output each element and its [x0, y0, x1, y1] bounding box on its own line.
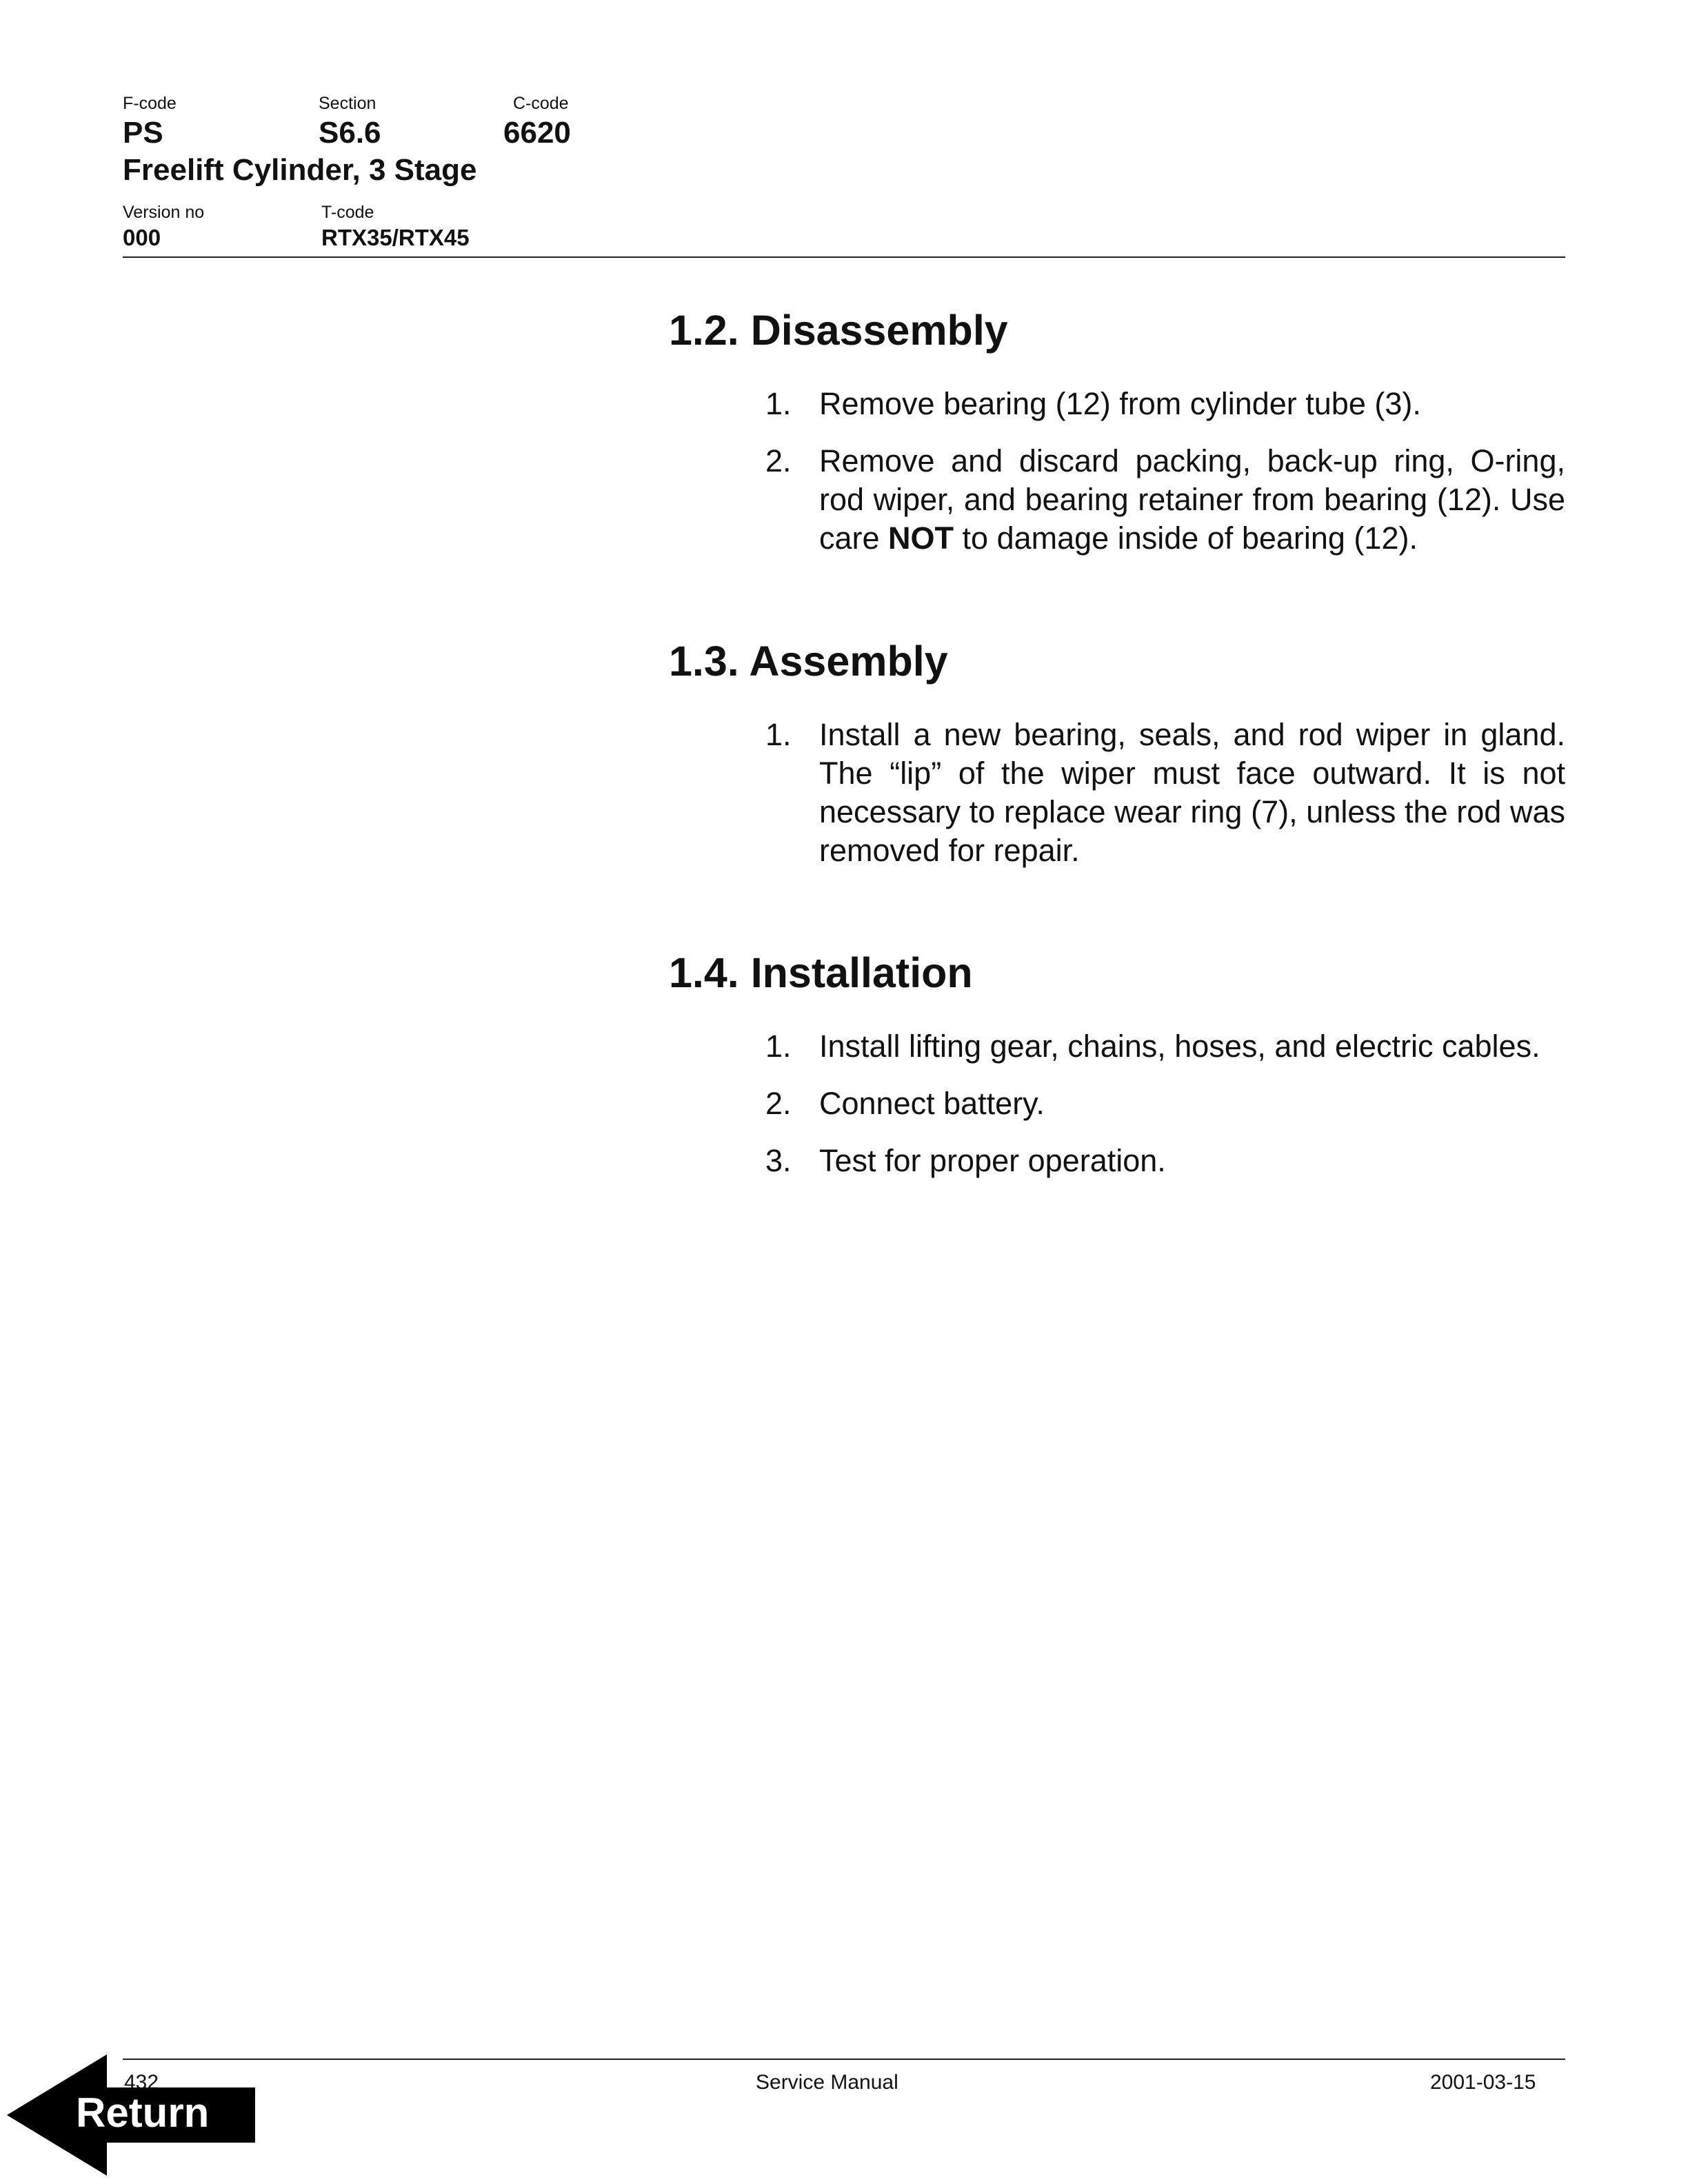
step-text: Install lifting gear, chains, hoses, and electric cables. [819, 1029, 1540, 1064]
step-number: 1. [765, 386, 792, 421]
tcode-label: T-code [321, 203, 374, 222]
list-item [765, 442, 1565, 558]
step-text: Install a new bearing, seals, and rod wiper in gland. The “lip” of the wiper must face outward. It is not necessary to replace wear ring (7), unless the rod was removed for repair. [819, 717, 1565, 868]
section-heading-installation: 1.4. Installation [669, 949, 973, 996]
version-value: 000 [123, 225, 161, 250]
section-value: S6.6 [319, 116, 381, 150]
step-number: 2. [765, 443, 792, 478]
footer-title: Service Manual [756, 2071, 898, 2094]
return-button[interactable] [7, 2053, 255, 2177]
step-text-part: Remove and discard packing, back-up ring, O-ring, rod wiper, and bearing retainer from bearing (12). Use care [819, 443, 1565, 556]
list-item [765, 1027, 1565, 1066]
footer-divider [123, 2059, 1565, 2060]
step-text: Remove bearing (12) from cylinder tube (3). [819, 386, 1421, 421]
step-number: 2. [765, 1086, 792, 1121]
list-item [765, 716, 1565, 870]
fcode-value: PS [123, 116, 163, 150]
list-item [765, 1084, 1565, 1123]
version-label: Version no [123, 203, 205, 222]
step-text [819, 443, 1565, 556]
section-heading-assembly: 1.3. Assembly [669, 638, 948, 685]
step-text-part: to damage inside of bearing (12). [954, 520, 1418, 556]
step-number: 3. [765, 1143, 792, 1178]
step-number: 1. [765, 1029, 792, 1064]
page-number: 432 [124, 2071, 159, 2094]
disassembly-steps [765, 385, 1565, 576]
section-heading-disassembly: 1.2. Disassembly [669, 307, 1008, 354]
step-text: Test for proper operation. [819, 1143, 1166, 1178]
tcode-value: RTX35/RTX45 [321, 225, 470, 250]
step-number: 1. [765, 717, 792, 752]
step-text: Connect battery. [819, 1086, 1045, 1121]
emphasis-not: NOT [888, 520, 954, 556]
list-item [765, 1142, 1565, 1180]
return-button-label: Return [76, 2090, 210, 2136]
footer-date: 2001-03-15 [1430, 2071, 1536, 2094]
ccode-value: 6620 [503, 116, 571, 150]
section-label: Section [319, 94, 376, 113]
ccode-label: C-code [513, 94, 569, 113]
assembly-steps [765, 716, 1565, 889]
installation-steps [765, 1027, 1565, 1199]
list-item [765, 385, 1565, 423]
fcode-label: F-code [123, 94, 177, 113]
header-divider [123, 256, 1565, 258]
page-title: Freelift Cylinder, 3 Stage [123, 153, 477, 187]
